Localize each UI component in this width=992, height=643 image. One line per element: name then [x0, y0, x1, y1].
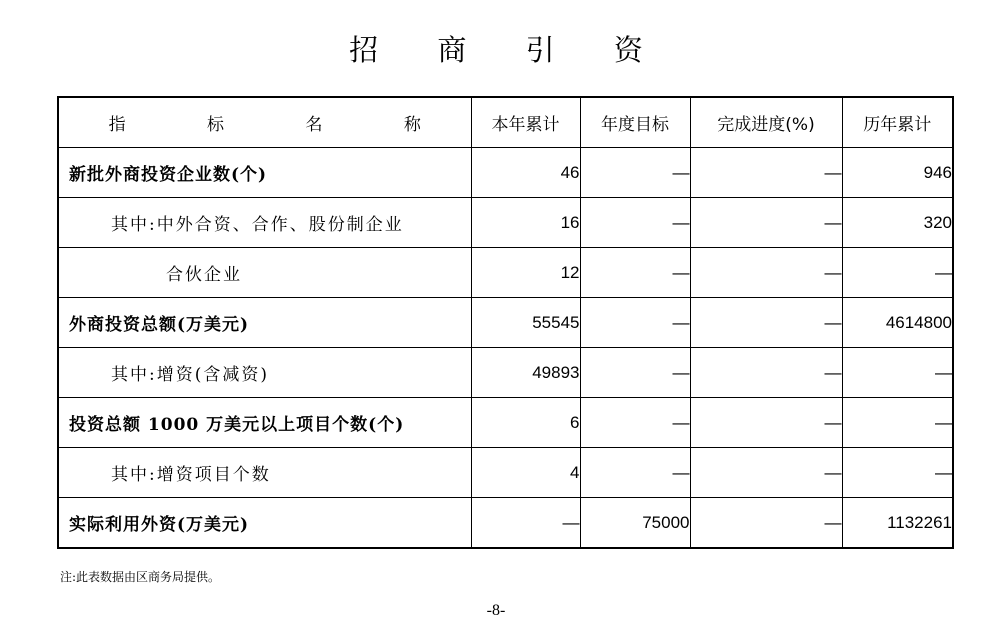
- cell-progress: —: [690, 498, 842, 549]
- cell-cumulative: 1132261: [842, 498, 953, 549]
- cell-progress: —: [690, 298, 842, 348]
- cell-progress: —: [690, 398, 842, 448]
- cell-target: —: [580, 198, 690, 248]
- cell-target: —: [580, 148, 690, 198]
- cell-cumulative: —: [842, 448, 953, 498]
- table-row: [58, 348, 953, 398]
- row-label: 外商投资总额(万美元): [58, 298, 471, 348]
- row-label: 其中:增资(含减资): [58, 348, 471, 398]
- header-target: 年度目标: [580, 97, 690, 148]
- header-cumulative: 历年累计: [842, 97, 953, 148]
- table-row: [58, 248, 953, 298]
- row-label: 新批外商投资企业数(个): [58, 148, 471, 198]
- table-row: [58, 198, 953, 248]
- cell-ytd: 55545: [471, 298, 580, 348]
- cell-target: —: [580, 398, 690, 448]
- row-label: 实际利用外资(万美元): [58, 498, 471, 549]
- cell-target: 75000: [580, 498, 690, 549]
- cell-ytd: 6: [471, 398, 580, 448]
- cell-target: —: [580, 448, 690, 498]
- row-label: 合伙企业: [58, 248, 471, 298]
- cell-ytd: 46: [471, 148, 580, 198]
- cell-cumulative: 320: [842, 198, 953, 248]
- investment-table: [57, 96, 954, 549]
- table-row: [58, 398, 953, 448]
- cell-cumulative: 4614800: [842, 298, 953, 348]
- table-row: [58, 148, 953, 198]
- cell-ytd: 49893: [471, 348, 580, 398]
- cell-target: —: [580, 348, 690, 398]
- page-number: -8-: [486, 602, 506, 619]
- table-row: [58, 498, 953, 549]
- cell-ytd: —: [471, 498, 580, 549]
- header-name: 指 标 名 称: [58, 97, 471, 148]
- header-progress: 完成进度(%): [690, 97, 842, 148]
- row-label: 其中:增资项目个数: [58, 448, 471, 498]
- cell-target: —: [580, 248, 690, 298]
- cell-progress: —: [690, 198, 842, 248]
- cell-progress: —: [690, 448, 842, 498]
- page-title: 招 商 引 资: [349, 33, 668, 67]
- cell-cumulative: —: [842, 398, 953, 448]
- footnote: 注:此表数据由区商务局提供。: [60, 570, 221, 584]
- cell-ytd: 12: [471, 248, 580, 298]
- cell-cumulative: 946: [842, 148, 953, 198]
- table-header-row: [58, 97, 953, 148]
- cell-progress: —: [690, 148, 842, 198]
- cell-target: —: [580, 298, 690, 348]
- table-row: [58, 298, 953, 348]
- row-label: 投资总额 1000 万美元以上项目个数(个): [58, 398, 471, 448]
- row-label: 其中:中外合资、合作、股份制企业: [58, 198, 471, 248]
- header-ytd: 本年累计: [471, 97, 580, 148]
- cell-ytd: 4: [471, 448, 580, 498]
- cell-cumulative: —: [842, 248, 953, 298]
- cell-progress: —: [690, 348, 842, 398]
- cell-cumulative: —: [842, 348, 953, 398]
- cell-progress: —: [690, 248, 842, 298]
- cell-ytd: 16: [471, 198, 580, 248]
- table-row: [58, 448, 953, 498]
